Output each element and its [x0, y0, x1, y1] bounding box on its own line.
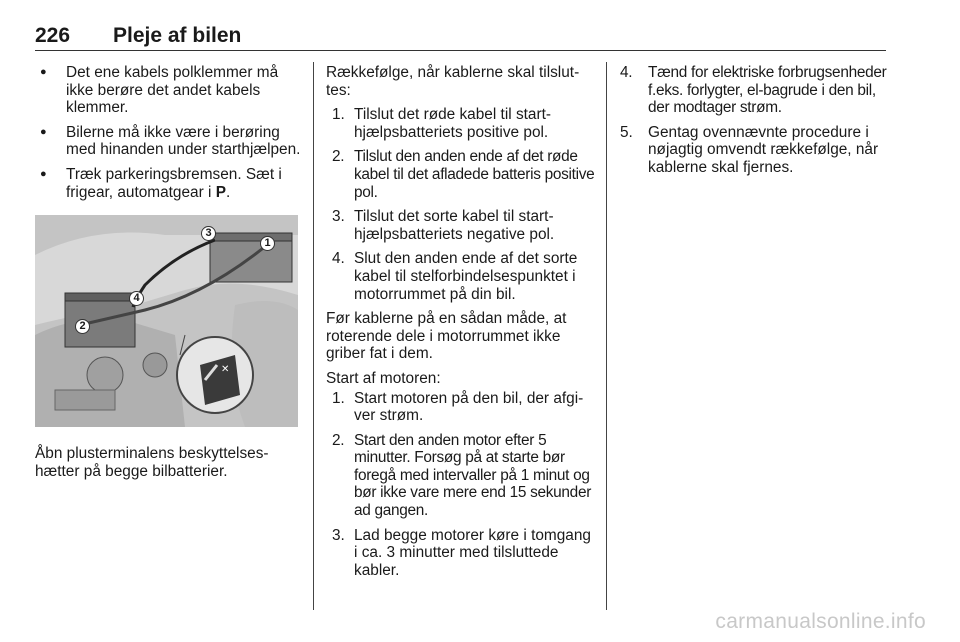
list-item: 1. Tilslut det røde kabel til starthjælpsbatteriets positive pol.	[332, 106, 552, 141]
page-number: 226	[35, 24, 71, 47]
callout-1: 1	[260, 236, 275, 251]
bullet-text: Træk parkeringsbremsen. Sæt i frigear, automatgear i	[66, 165, 282, 201]
list-item: 3. Tilslut det sorte kabel til starthjælpsbatteriets negative pol.	[332, 208, 555, 243]
routing-note: Før kablerne på en sådan måde, at roterende dele i motorrummet ikke griber fat i dem.	[326, 310, 567, 363]
list-item: 5. Gentag ovennævnte procedure i nøjagtig omvendt rækkefølge, når kablerne skal fjernes.	[620, 123, 879, 176]
column-divider-2	[606, 62, 607, 610]
callout-2: 2	[75, 319, 90, 334]
callout-4: 4	[129, 291, 144, 306]
list-item: 2. Start den anden motor efter 5 minutter. Forsøg på at starte bør foregå med intervaller på 1 minut og bør ikke vare mere end 15 sekunder ad gangen.	[332, 431, 592, 520]
column-middle	[326, 64, 596, 586]
column-divider-1	[313, 62, 314, 610]
bullet-end: .	[225, 183, 231, 201]
list-item: 1. Start motoren på den bil, der afgiver strøm.	[332, 389, 584, 425]
list-item: 4. Slut den anden ende af det sorte kabel til stelforbindelsespunktet i motorrummet på din bil.	[332, 250, 578, 303]
chapter-title: Pleje af bilen	[113, 24, 242, 47]
sequence-intro: Rækkefølge, når kablerne skal tilsluttes:	[326, 64, 580, 99]
svg-text:✕: ✕	[221, 364, 230, 376]
jump-start-illustration	[35, 215, 298, 427]
figure-caption: Åbn plusterminalens beskyttelseshætter på begge bilbatterier.	[35, 445, 269, 480]
gear-p-label: P	[215, 183, 226, 201]
list-item: 2. Tilslut den anden ende af det røde kabel til det afladede batteris positive pol.	[332, 148, 595, 201]
header-rule	[35, 50, 886, 51]
bullet-item: ● Bilerne må ikke være i berøring med hinanden under starthjælpen.	[35, 124, 303, 159]
bullet-item	[35, 166, 303, 201]
column-left	[35, 64, 303, 480]
column-right	[620, 64, 888, 184]
bullet-item: ● Det ene kabels polklemmer må ikke berøre det andet kabels klemmer.	[35, 64, 303, 117]
watermark-url: carmanualsonline.info	[715, 610, 926, 633]
callout-3: 3	[201, 226, 216, 241]
list-item: 4. Tænd for elektriske forbrugsenheder f.eks. forlygter, el-bagrude i den bil, der modtager strøm.	[620, 64, 887, 117]
start-engine-title: Start af motoren:	[326, 369, 441, 387]
engine-bay-drawing	[35, 215, 298, 427]
list-item: 3. Lad begge motorer køre i tomgang i ca. 3 minutter med tilsluttede kabler.	[332, 526, 591, 579]
